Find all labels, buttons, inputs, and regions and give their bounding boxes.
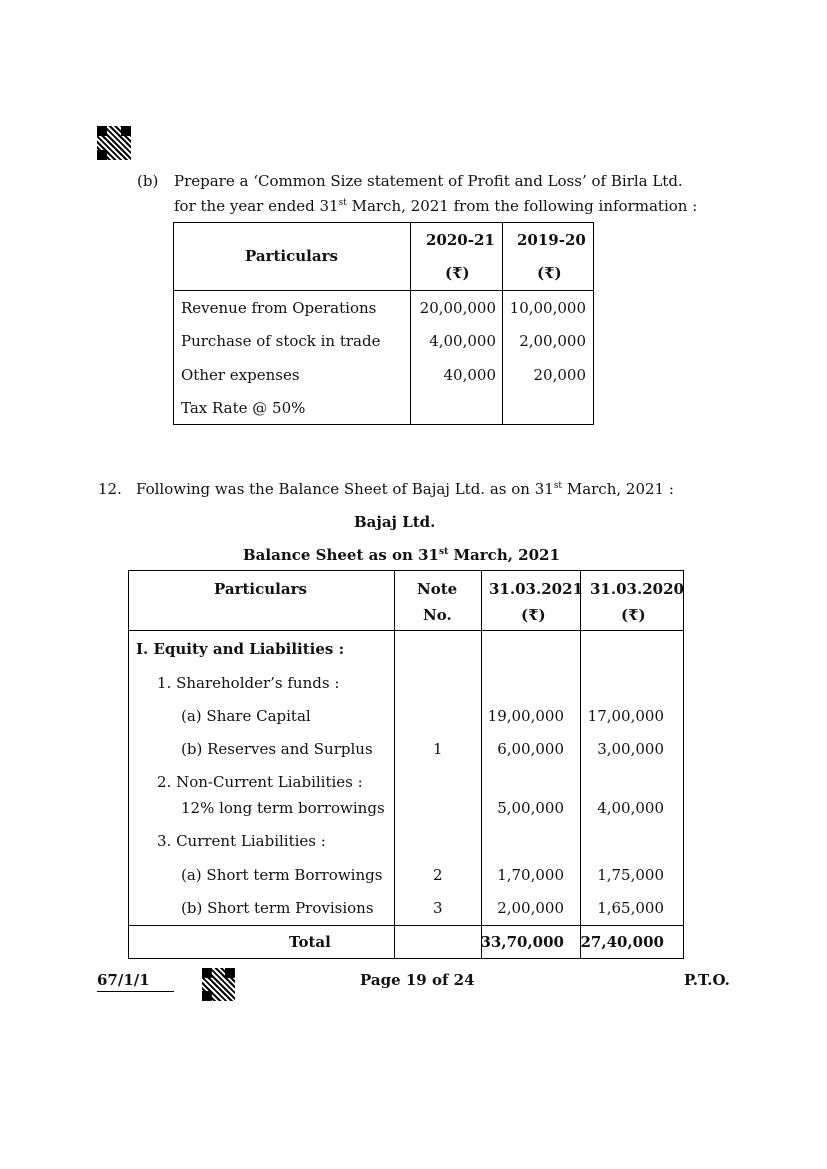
table2-row-d1: 1,70,000: [497, 866, 564, 884]
table1-header-y1: 2020-21: [426, 231, 495, 249]
table1-row-y2: 20,000: [533, 366, 586, 384]
qr-code-icon: [97, 126, 131, 160]
table1-row-label: Tax Rate @ 50%: [181, 399, 306, 417]
table2-header-d2: 31.03.2020: [590, 580, 684, 598]
table1-header-y2: 2019-20: [517, 231, 586, 249]
table1-row-y2: 2,00,000: [519, 332, 586, 350]
table2-row-note: 2: [433, 866, 443, 884]
table2-total-d2: 27,40,000: [580, 933, 664, 951]
table1-row-label: Purchase of stock in trade: [181, 332, 381, 350]
table2-row-d2: 4,00,000: [597, 799, 664, 817]
question-text: Following was the Balance Sheet of Bajaj Ltd. as on 31st March, 2021 :: [136, 480, 674, 498]
balance-sheet-title: Balance Sheet as on 31st March, 2021: [243, 546, 560, 564]
table2-row-note: 3: [433, 899, 443, 917]
table2-header-note2: No.: [423, 606, 452, 624]
pto-label: P.T.O.: [684, 971, 730, 989]
table1-currency-y1: (₹): [445, 264, 470, 282]
table2-header-d1: 31.03.2021: [489, 580, 583, 598]
table2-row-label: 12% long term borrowings: [181, 799, 385, 817]
table2-row-d2: 1,75,000: [597, 866, 664, 884]
table2-currency-d1: (₹): [521, 606, 546, 624]
group-heading: 3. Current Liabilities :: [157, 832, 326, 850]
table2-currency-d2: (₹): [621, 606, 646, 624]
section-heading: I. Equity and Liabilities :: [136, 640, 345, 658]
question-number: 12.: [98, 480, 122, 498]
profit-loss-table: [173, 222, 594, 425]
table2-row-d2: 17,00,000: [587, 707, 664, 725]
table1-row-y1: 4,00,000: [429, 332, 496, 350]
table2-row-d1: 5,00,000: [497, 799, 564, 817]
group-heading: 2. Non-Current Liabilities :: [157, 773, 363, 791]
table2-row-d1: 19,00,000: [487, 707, 564, 725]
paper-code: 67/1/1: [97, 971, 150, 989]
table2-total-label: Total: [289, 933, 331, 951]
page-number: Page 19 of 24: [360, 971, 475, 989]
table2-row-d2: 3,00,000: [597, 740, 664, 758]
question-text-line1: Prepare a ‘Common Size statement of Profit and Loss’ of Birla Ltd.: [174, 172, 683, 190]
table1-currency-y2: (₹): [537, 264, 562, 282]
table2-row-d1: 6,00,000: [497, 740, 564, 758]
table2-row-d2: 1,65,000: [597, 899, 664, 917]
table2-row-d1: 2,00,000: [497, 899, 564, 917]
table1-header-particulars: Particulars: [245, 247, 338, 265]
question-text-line2: for the year ended 31st March, 2021 from the following information :: [174, 197, 698, 215]
table2-row-label: (a) Short term Borrowings: [181, 866, 383, 884]
table2-header-particulars: Particulars: [214, 580, 307, 598]
table1-row-label: Other expenses: [181, 366, 300, 384]
table2-row-note: 1: [433, 740, 443, 758]
table1-row-y2: 10,00,000: [509, 299, 586, 317]
table2-row-label: (b) Short term Provisions: [181, 899, 374, 917]
table1-row-label: Revenue from Operations: [181, 299, 377, 317]
table2-row-label: (b) Reserves and Surplus: [181, 740, 373, 758]
table2-total-d1: 33,70,000: [480, 933, 564, 951]
company-name: Bajaj Ltd.: [354, 513, 436, 531]
group-heading: 1. Shareholder’s funds :: [157, 674, 340, 692]
table1-row-y1: 40,000: [443, 366, 496, 384]
table1-row-y1: 20,00,000: [419, 299, 496, 317]
question-part-label: (b): [137, 172, 159, 190]
table2-header-note1: Note: [417, 580, 458, 598]
table2-row-label: (a) Share Capital: [181, 707, 311, 725]
qr-code-icon: [202, 968, 235, 1001]
